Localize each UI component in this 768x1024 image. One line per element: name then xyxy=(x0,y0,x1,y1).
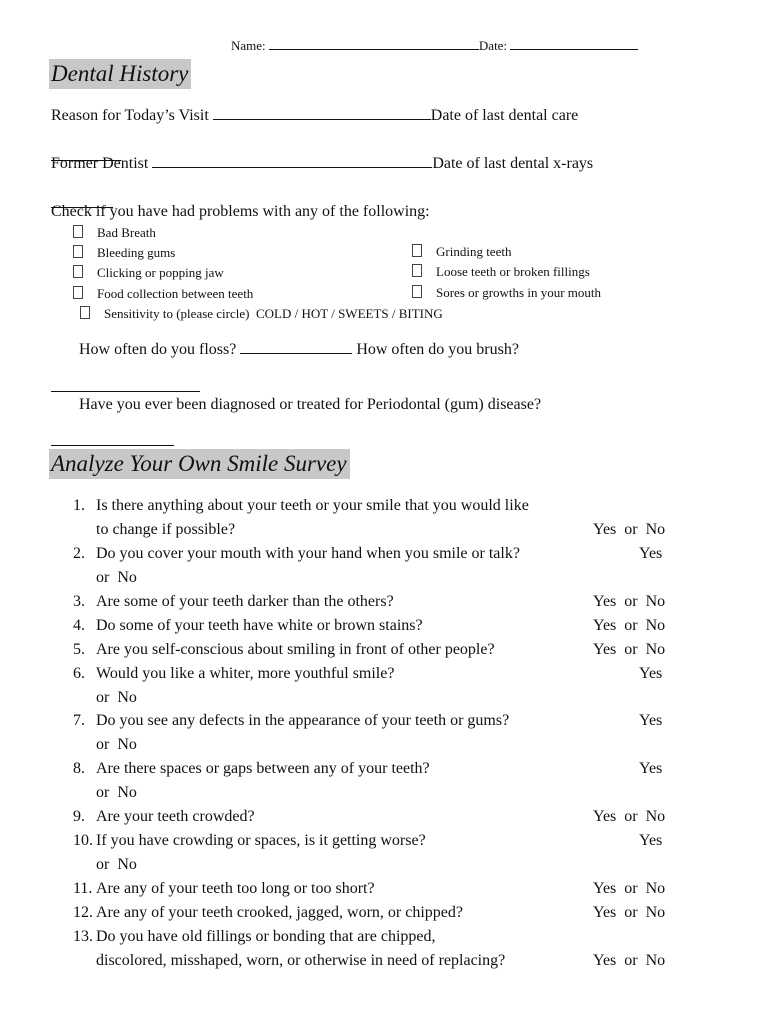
name-field[interactable] xyxy=(231,38,638,54)
floss-row[interactable] xyxy=(79,341,519,359)
yes-option[interactable]: Yes xyxy=(593,880,617,897)
or-text: or xyxy=(624,521,638,538)
problem-checkbox-right[interactable] xyxy=(412,244,511,260)
or-text: or xyxy=(96,736,110,753)
checkbox-label: Bleeding gums xyxy=(97,245,176,260)
yes-option[interactable]: Yes xyxy=(593,521,617,538)
no-option[interactable]: No xyxy=(645,641,666,658)
former-dentist-row[interactable] xyxy=(51,155,593,173)
yes-option[interactable]: Yes xyxy=(593,593,617,610)
no-option[interactable]: No xyxy=(117,736,137,753)
question-number: 4. xyxy=(73,617,85,634)
floss-label: How often do you floss? xyxy=(79,341,237,358)
no-option[interactable]: No xyxy=(645,808,666,825)
or-text: or xyxy=(96,689,110,706)
sensitivity-options[interactable]: COLD / HOT / SWEETS / BITING xyxy=(255,306,443,321)
checkbox[interactable] xyxy=(73,286,83,299)
checkbox[interactable] xyxy=(73,265,83,278)
floss-line xyxy=(240,352,352,354)
question-text: Would you like a whiter, more youthful smile? xyxy=(96,665,395,682)
dental-history-heading: Dental History xyxy=(49,59,191,89)
checkbox-label: Grinding teeth xyxy=(436,244,512,259)
question-number: 7. xyxy=(73,712,85,729)
brush-label: How often do you brush? xyxy=(356,341,519,358)
no-option[interactable]: No xyxy=(117,569,137,586)
yes-option[interactable]: Yes xyxy=(639,665,663,682)
question-number: 13. xyxy=(73,928,93,945)
last-care-label: Date of last dental care xyxy=(430,107,579,124)
or-text: or xyxy=(624,641,638,658)
checkbox-label: Food collection between teeth xyxy=(97,286,254,301)
checkbox-label: Sores or growths in your mouth xyxy=(436,285,602,300)
question-text: Are any of your teeth crooked, jagged, worn, or chipped? xyxy=(96,904,463,921)
name-line xyxy=(269,48,479,50)
problem-checkbox-left[interactable] xyxy=(73,245,175,261)
yes-or-no-answer[interactable] xyxy=(593,880,665,898)
problem-checkbox-left[interactable] xyxy=(73,225,156,241)
question-number: 11. xyxy=(73,880,93,897)
reason-label: Reason for Today’s Visit xyxy=(51,107,209,124)
checkbox-label: Clicking or popping jaw xyxy=(97,265,224,280)
yes-or-no-answer[interactable] xyxy=(593,904,665,922)
sensitivity-row[interactable] xyxy=(80,306,443,322)
or-text: or xyxy=(96,856,110,873)
question-text: Do some of your teeth have white or brown stains? xyxy=(96,617,423,634)
question-number: 9. xyxy=(73,808,85,825)
no-option[interactable]: No xyxy=(117,784,137,801)
no-option[interactable]: No xyxy=(645,904,666,921)
question-text: Are you self-conscious about smiling in front of other people? xyxy=(96,641,495,658)
or-text: or xyxy=(96,784,110,801)
question-number: 2. xyxy=(73,545,85,562)
yes-or-no-answer[interactable] xyxy=(593,808,665,826)
reason-line xyxy=(213,118,431,120)
checkbox[interactable] xyxy=(73,245,83,258)
problem-checkbox-right[interactable] xyxy=(412,285,601,301)
or-no-answer[interactable] xyxy=(96,689,137,707)
yes-or-no-answer[interactable] xyxy=(593,521,665,539)
or-no-answer[interactable] xyxy=(96,856,137,874)
problem-checkbox-right[interactable] xyxy=(412,264,590,280)
yes-option[interactable]: Yes xyxy=(593,952,617,969)
no-option[interactable]: No xyxy=(645,880,666,897)
question-text: Are any of your teeth too long or too short? xyxy=(96,880,375,897)
question-text: If you have crowding or spaces, is it getting worse? xyxy=(96,832,426,849)
yes-option[interactable]: Yes xyxy=(639,545,663,562)
or-text: or xyxy=(96,569,110,586)
checkbox[interactable] xyxy=(80,306,90,319)
question-number: 8. xyxy=(73,760,85,777)
former-dentist-label: Former Dentist xyxy=(51,155,149,172)
question-number: 3. xyxy=(73,593,85,610)
yes-option[interactable]: Yes xyxy=(593,617,617,634)
question-text: Are some of your teeth darker than the others? xyxy=(96,593,394,610)
periodontal-label: Have you ever been diagnosed or treated for Periodontal (gum) disease? xyxy=(79,396,542,413)
question-number: 5. xyxy=(73,641,85,658)
yes-or-no-answer[interactable] xyxy=(593,952,665,970)
survey-heading: Analyze Your Own Smile Survey xyxy=(49,449,350,479)
question-text: Are your teeth crowded? xyxy=(96,808,255,825)
yes-or-no-answer[interactable] xyxy=(593,593,665,611)
question-text: Are there spaces or gaps between any of your teeth? xyxy=(96,760,430,777)
or-no-answer[interactable] xyxy=(96,736,137,754)
or-text: or xyxy=(624,808,638,825)
no-option[interactable]: No xyxy=(645,617,666,634)
yes-option[interactable]: Yes xyxy=(639,760,663,777)
yes-or-no-answer[interactable] xyxy=(593,641,665,659)
yes-option[interactable]: Yes xyxy=(593,904,617,921)
question-number: 6. xyxy=(73,665,85,682)
question-number: 10. xyxy=(73,832,93,849)
or-text: or xyxy=(624,617,638,634)
date-line xyxy=(510,48,638,50)
or-text: or xyxy=(624,904,638,921)
yes-option[interactable]: Yes xyxy=(639,832,663,849)
checkbox-label: Bad Breath xyxy=(97,225,156,240)
check-intro: Check if you have had problems with any of the following: xyxy=(51,203,430,220)
date-label: Date: xyxy=(478,38,508,53)
no-option[interactable]: No xyxy=(645,593,666,610)
reason-row[interactable] xyxy=(51,107,578,125)
or-text: or xyxy=(624,880,638,897)
no-option[interactable]: No xyxy=(645,521,666,538)
question-text-continued: to change if possible? xyxy=(96,521,236,538)
no-option[interactable]: No xyxy=(117,689,137,706)
checkbox[interactable] xyxy=(412,285,422,298)
question-number: 1. xyxy=(73,497,85,514)
question-text: Do you see any defects in the appearance of your teeth or gums? xyxy=(96,712,510,729)
sensitivity-label: Sensitivity to (please circle) xyxy=(104,306,250,321)
former-dentist-line xyxy=(152,166,432,168)
problem-checkbox-left[interactable] xyxy=(73,265,224,281)
name-label: Name: xyxy=(231,38,266,53)
checkbox-label: Loose teeth or broken fillings xyxy=(436,264,590,279)
or-no-answer[interactable] xyxy=(96,784,137,802)
question-number: 12. xyxy=(73,904,93,921)
checkbox[interactable] xyxy=(73,225,83,238)
checkbox[interactable] xyxy=(412,244,422,257)
checkbox[interactable] xyxy=(412,264,422,277)
yes-option[interactable]: Yes xyxy=(593,808,617,825)
or-text: or xyxy=(624,952,638,969)
yes-or-no-answer[interactable] xyxy=(593,617,665,635)
brush-line[interactable] xyxy=(51,390,200,392)
question-text: Do you have old fillings or bonding that are chipped, xyxy=(96,928,436,945)
problem-checkbox-left[interactable] xyxy=(73,286,253,302)
question-text: Is there anything about your teeth or your smile that you would like xyxy=(96,497,529,514)
no-option[interactable]: No xyxy=(117,856,137,873)
no-option[interactable]: No xyxy=(645,952,666,969)
periodontal-line[interactable] xyxy=(51,444,174,446)
or-no-answer[interactable] xyxy=(96,569,137,587)
question-text-continued: discolored, misshaped, worn, or otherwise in need of replacing? xyxy=(96,952,506,969)
question-text: Do you cover your mouth with your hand when you smile or talk? xyxy=(96,545,520,562)
or-text: or xyxy=(624,593,638,610)
yes-option[interactable]: Yes xyxy=(593,641,617,658)
last-xrays-label: Date of last dental x-rays xyxy=(432,155,594,172)
yes-option[interactable]: Yes xyxy=(639,712,663,729)
